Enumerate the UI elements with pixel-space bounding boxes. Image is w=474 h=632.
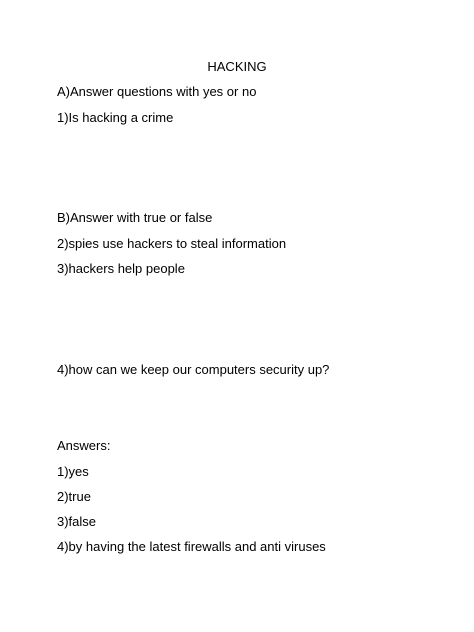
- section-b-heading: B)Answer with true or false: [57, 210, 213, 225]
- answers-heading: Answers:: [57, 438, 111, 453]
- question-2: 2)spies use hackers to steal information: [57, 236, 287, 251]
- document-title: HACKING: [207, 59, 267, 74]
- answer-1: 1)yes: [57, 464, 89, 479]
- question-4: 4)how can we keep our computers security up?: [57, 362, 330, 377]
- section-a-heading: A)Answer questions with yes or no: [57, 84, 257, 99]
- question-1: 1)Is hacking a crime: [57, 110, 174, 125]
- answer-2: 2)true: [57, 489, 91, 504]
- answer-3: 3)false: [57, 514, 97, 529]
- question-3: 3)hackers help people: [57, 261, 185, 276]
- answer-4: 4)by having the latest firewalls and anti viruses: [57, 539, 326, 554]
